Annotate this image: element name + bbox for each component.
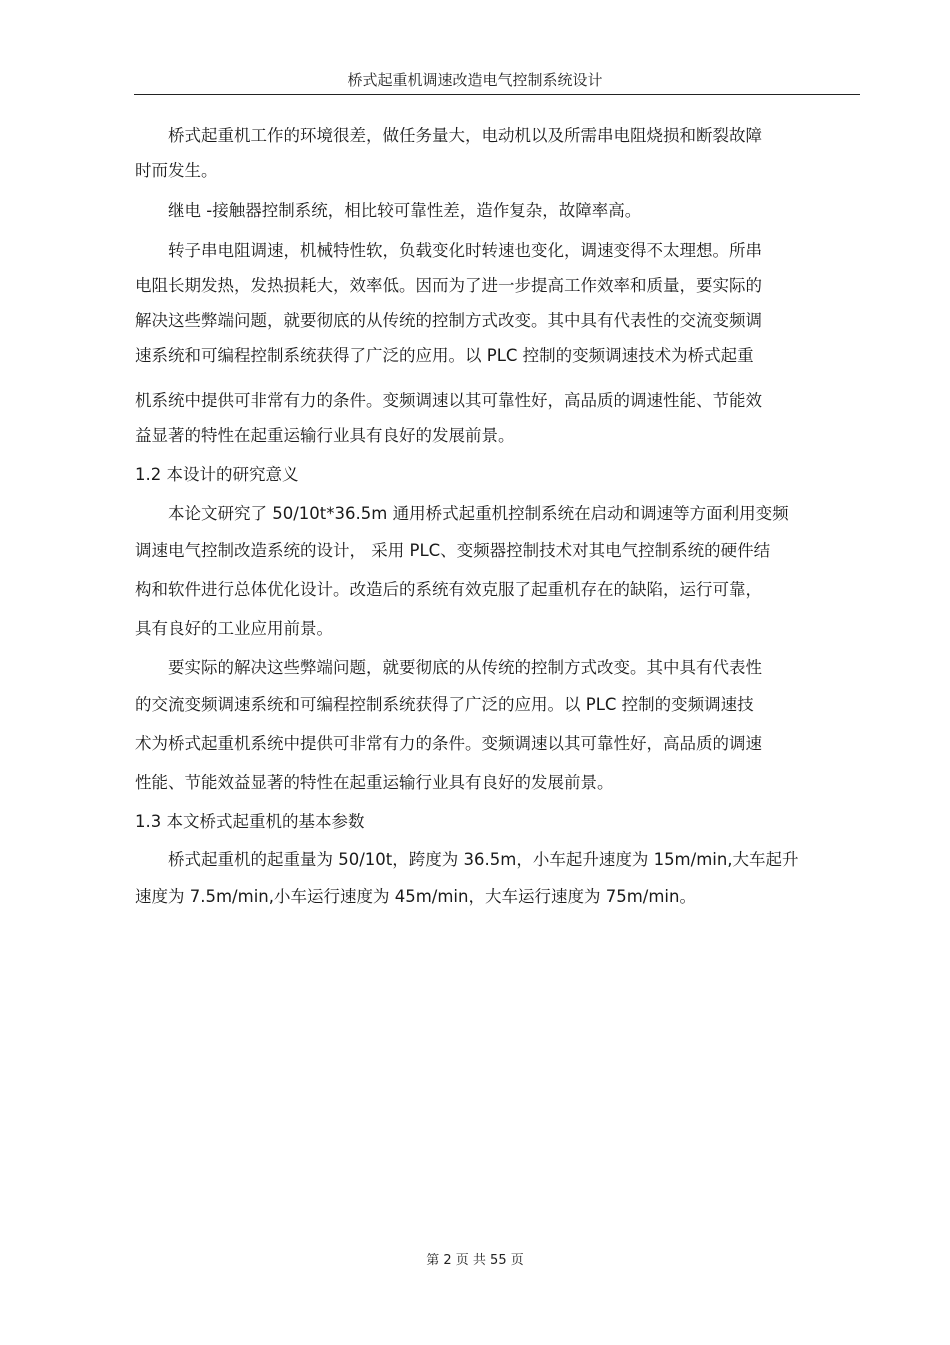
paragraph-line: 桥式起重机工作的环境很差，做任务量大，电动机以及所需串电阻烧损和断裂故障	[168, 126, 762, 145]
paragraph-line: 构和软件进行总体优化设计。改造后的系统有效克服了起重机存在的缺陷，运行可靠，	[135, 580, 762, 599]
section-heading: 1.3 本文桥式起重机的基本参数	[135, 812, 365, 831]
paragraph-line: 速系统和可编程控制系统获得了广泛的应用。以 PLC 控制的变频调速技术为桥式起重	[135, 346, 754, 365]
paragraph-line: 益显著的特性在起重运输行业具有良好的发展前景。	[135, 426, 515, 445]
paragraph-line: 速度为 7.5m/min,小车运行速度为 45m/min，大车运行速度为 75m/min。	[135, 887, 696, 906]
paragraph-line: 桥式起重机的起重量为 50/10t，跨度为 36.5m，小车起升速度为 15m/min,大车起升	[168, 850, 799, 869]
paragraph-line: 性能、节能效益显著的特性在起重运输行业具有良好的发展前景。	[135, 773, 614, 792]
header-rule	[134, 94, 860, 95]
paragraph-line: 的交流变频调速系统和可编程控制系统获得了广泛的应用。以 PLC 控制的变频调速技	[135, 695, 754, 714]
paragraph-line: 时而发生。	[135, 161, 218, 180]
paragraph-line: 要实际的解决这些弊端问题，就要彻底的从传统的控制方式改变。其中具有代表性	[168, 658, 762, 677]
paragraph-line: 解决这些弊端问题，就要彻底的从传统的控制方式改变。其中具有代表性的交流变频调	[135, 311, 762, 330]
paragraph-line: 本论文研究了 50/10t*36.5m 通用桥式起重机控制系统在启动和调速等方面利用变频	[168, 504, 789, 523]
page-number-footer: 第 2 页 共 55 页	[426, 1253, 524, 1268]
paragraph-line: 机系统中提供可非常有力的条件。变频调速以其可靠性好，高品质的调速性能、节能效	[135, 391, 762, 410]
paragraph-line: 具有良好的工业应用前景。	[135, 619, 333, 638]
section-heading: 1.2 本设计的研究意义	[135, 465, 299, 484]
paragraph-line: 术为桥式起重机系统中提供可非常有力的条件。变频调速以其可靠性好，高品质的调速	[135, 734, 762, 753]
paragraph-line: 转子串电阻调速，机械特性软，负载变化时转速也变化，调速变得不太理想。所串	[168, 241, 762, 260]
paragraph-line: 调速电气控制改造系统的设计， 采用 PLC、变频器控制技术对其电气控制系统的硬件结	[135, 541, 771, 560]
paragraph-line: 电阻长期发热，发热损耗大，效率低。因而为了进一步提高工作效率和质量，要实际的	[135, 276, 762, 295]
running-header-title: 桥式起重机调速改造电气控制系统设计	[347, 71, 603, 89]
paragraph-line: 继电 -接触器控制系统，相比较可靠性差，造作复杂，故障率高。	[168, 201, 642, 220]
